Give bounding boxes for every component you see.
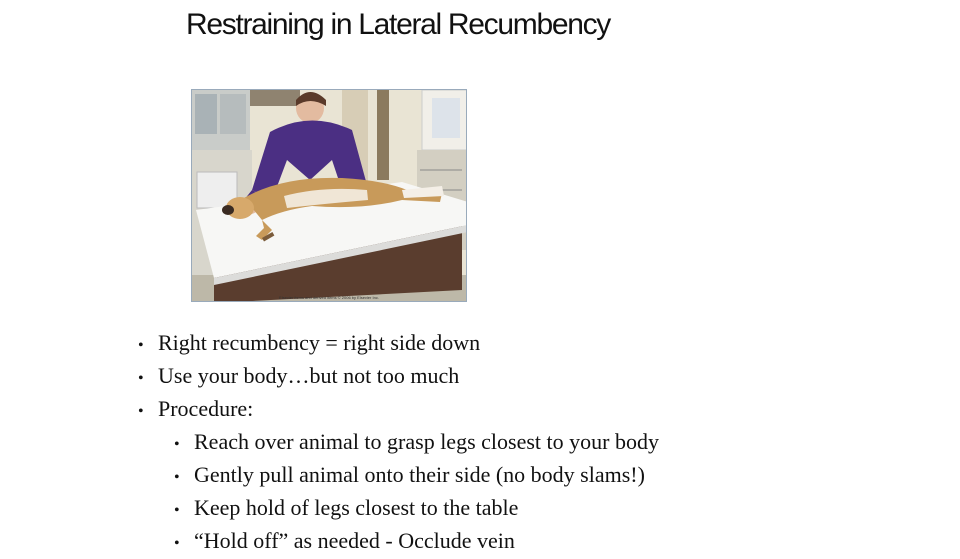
bullet-text: Procedure: — [158, 396, 254, 421]
bullet-item — [138, 328, 838, 361]
sub-bullet-text: Reach over animal to grasp legs closest to your body — [194, 429, 659, 454]
bullet-icon: • — [174, 469, 180, 486]
photo-illustration — [192, 90, 467, 302]
bullet-icon: • — [138, 370, 144, 387]
bullet-icon: • — [138, 337, 144, 354]
bullet-icon: • — [174, 436, 180, 453]
sub-bullet-item — [138, 493, 838, 526]
bullet-text: Use your body…but not too much — [158, 363, 460, 388]
sub-bullet-text: “Hold off” as needed - Occlude vein — [194, 528, 515, 553]
bullet-icon: • — [138, 403, 144, 420]
bullet-list — [138, 328, 838, 559]
sub-bullet-item — [138, 427, 838, 460]
sub-bullet-item — [138, 460, 838, 493]
bullet-item — [138, 394, 838, 427]
slide-title: Restraining in Lateral Recumbency — [186, 8, 611, 41]
photo-caption: Elsevier items and derived items © 2006 by Elsevier Inc. — [279, 295, 379, 300]
sub-bullet-text: Gently pull animal onto their side (no body slams!) — [194, 462, 645, 487]
dog-restraint-photo — [191, 89, 467, 302]
bullet-icon: • — [174, 502, 180, 519]
bullet-item — [138, 361, 838, 394]
sub-bullet-text: Keep hold of legs closest to the table — [194, 495, 519, 520]
sub-bullet-item — [138, 526, 838, 559]
bullet-text: Right recumbency = right side down — [158, 330, 481, 355]
bullet-icon: • — [174, 535, 180, 552]
